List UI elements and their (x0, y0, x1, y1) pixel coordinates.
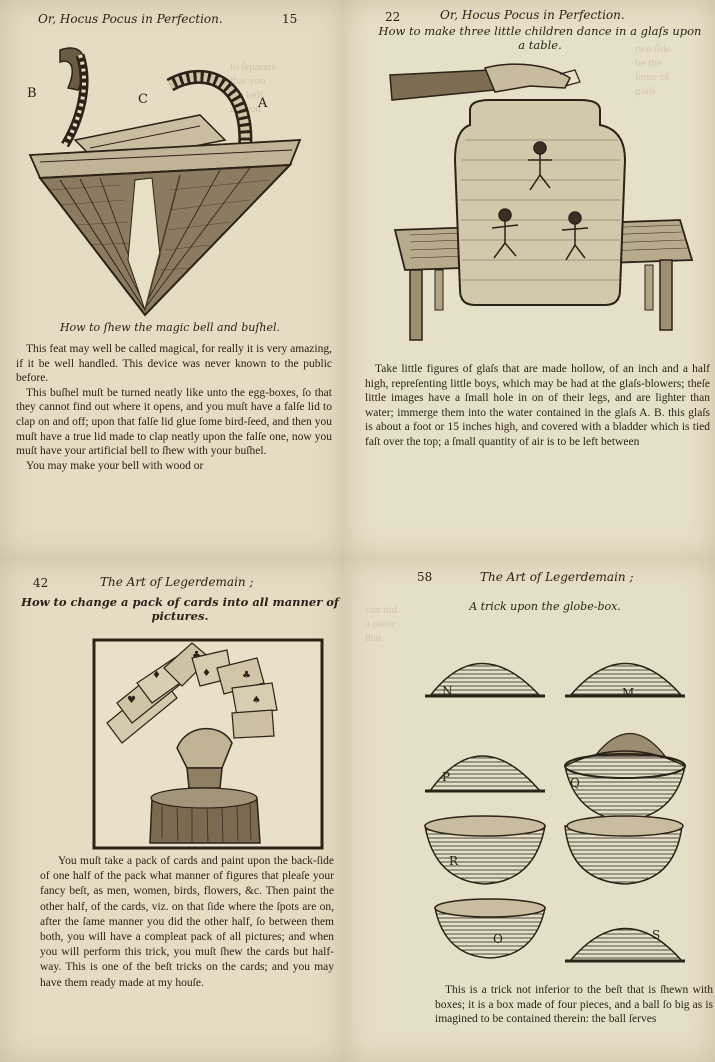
figure-label-s: S (652, 928, 661, 942)
running-head: Or, Hocus Pocus in Perfection. (440, 8, 625, 22)
body-text (16, 342, 332, 473)
page-42 (0, 558, 345, 1062)
subtitle: How to make three little children dance in a glaſs upon a table. (378, 24, 702, 53)
svg-text:♣: ♣ (242, 670, 251, 681)
paragraph: This is a trick not inferior to the beſt that is ſhewn with boxes; it is a box made of four pieces, and a ball ſo big as is imagined to be contained therein: the ball ſerves (435, 984, 713, 1026)
bleed-through: ſo ſeparate that you the bell an iron (230, 61, 277, 115)
page-number: 42 (33, 576, 49, 590)
paragraph: You muſt take a pack of cards and paint upon the back-ſide of one half of the pack what manner of figures that pleaſe your fancy beſt, as men, women, birds, flowers, &c. Then paint the other half, of the cards, viz. on that ſide where the ſpots are on, after the ſame manner you did the other half, ſo between them both, you will have a compleat pack of all pictures; and when you will perform this trick, you muſt ſhew the cards but half-way. This is one of the beſt tricks on the cards; and you may have them ready made at my houſe. (40, 855, 334, 989)
bleed-through: two ſide be the ſome of glaſs (635, 43, 671, 97)
running-head: The Art of Legerdemain ; (480, 570, 634, 584)
figure-label-a: A (258, 96, 268, 111)
bell-bushel-illustration (20, 40, 320, 325)
figure-caption: How to ſhew the magic bell and buſhel. (59, 321, 281, 334)
figure-label-o: O (493, 932, 503, 946)
figure-label-r: R (449, 854, 459, 868)
page-number: 22 (385, 10, 401, 24)
page-58 (345, 558, 715, 1062)
figure-label-p: P (442, 770, 451, 784)
svg-text:♥: ♥ (127, 695, 136, 706)
running-head: Or, Hocus Pocus in Perfection. (38, 12, 223, 26)
pack-of-cards-illustration (92, 638, 327, 853)
paragraph: You may make your bell with wood or (26, 459, 204, 472)
figure-label-m: M (622, 686, 635, 700)
body-text (40, 854, 334, 991)
svg-text:♦: ♦ (202, 668, 211, 679)
body-text (435, 983, 713, 1027)
svg-text:♦: ♦ (152, 670, 161, 681)
page-15 (0, 0, 345, 558)
paragraph: Take little figures of glaſs that are made hollow, of an inch and a half high, repreſenting little boys, which may be had at the glaſs-blowers; theſe little images have a ſmall hole in on of their legs, and are lighter than water; immerge them into the water contained in the glaſs A. B. this glaſs is about a foot or 15 inches high, and covered with a bladder which is tied faſt over the top; a ſmall quantity of air is to be left between (365, 363, 710, 448)
page-22 (345, 0, 715, 558)
subtitle: How to change a pack of cards into all manner of pictures. (21, 595, 339, 624)
figure-label-c: C (138, 92, 148, 107)
figure-label-n: N (442, 684, 453, 698)
bleed-through: can bid a piece that (365, 604, 398, 644)
svg-text:♠: ♠ (252, 695, 261, 706)
page-number: 15 (282, 12, 298, 26)
figure-label-q: Q (570, 776, 580, 790)
svg-text:♣: ♣ (192, 650, 201, 661)
dancing-children-glass-illustration (380, 60, 700, 350)
paragraph: This buſhel muſt be turned neatly like unto the egg-boxes, ſo that they cannot find out where it opens, and you muſt have a falſe lid to clap on and off; upon that falſe lid glue ſome bird-ſeed, and then you muſt have a true lid made to clap neatly upon the falſe one, now you muſt have your artificial bell to ſhew with your buſhel. (16, 386, 332, 458)
page-number: 58 (417, 570, 433, 584)
body-text (365, 362, 710, 450)
paragraph: This feat may well be called magical, for really it is very amazing, if it be well handled. This device was never known to the public before. (16, 343, 332, 385)
figure-label-b: B (27, 86, 37, 101)
subtitle: A trick upon the globe-box. (469, 600, 621, 613)
running-head: The Art of Legerdemain ; (100, 575, 254, 589)
